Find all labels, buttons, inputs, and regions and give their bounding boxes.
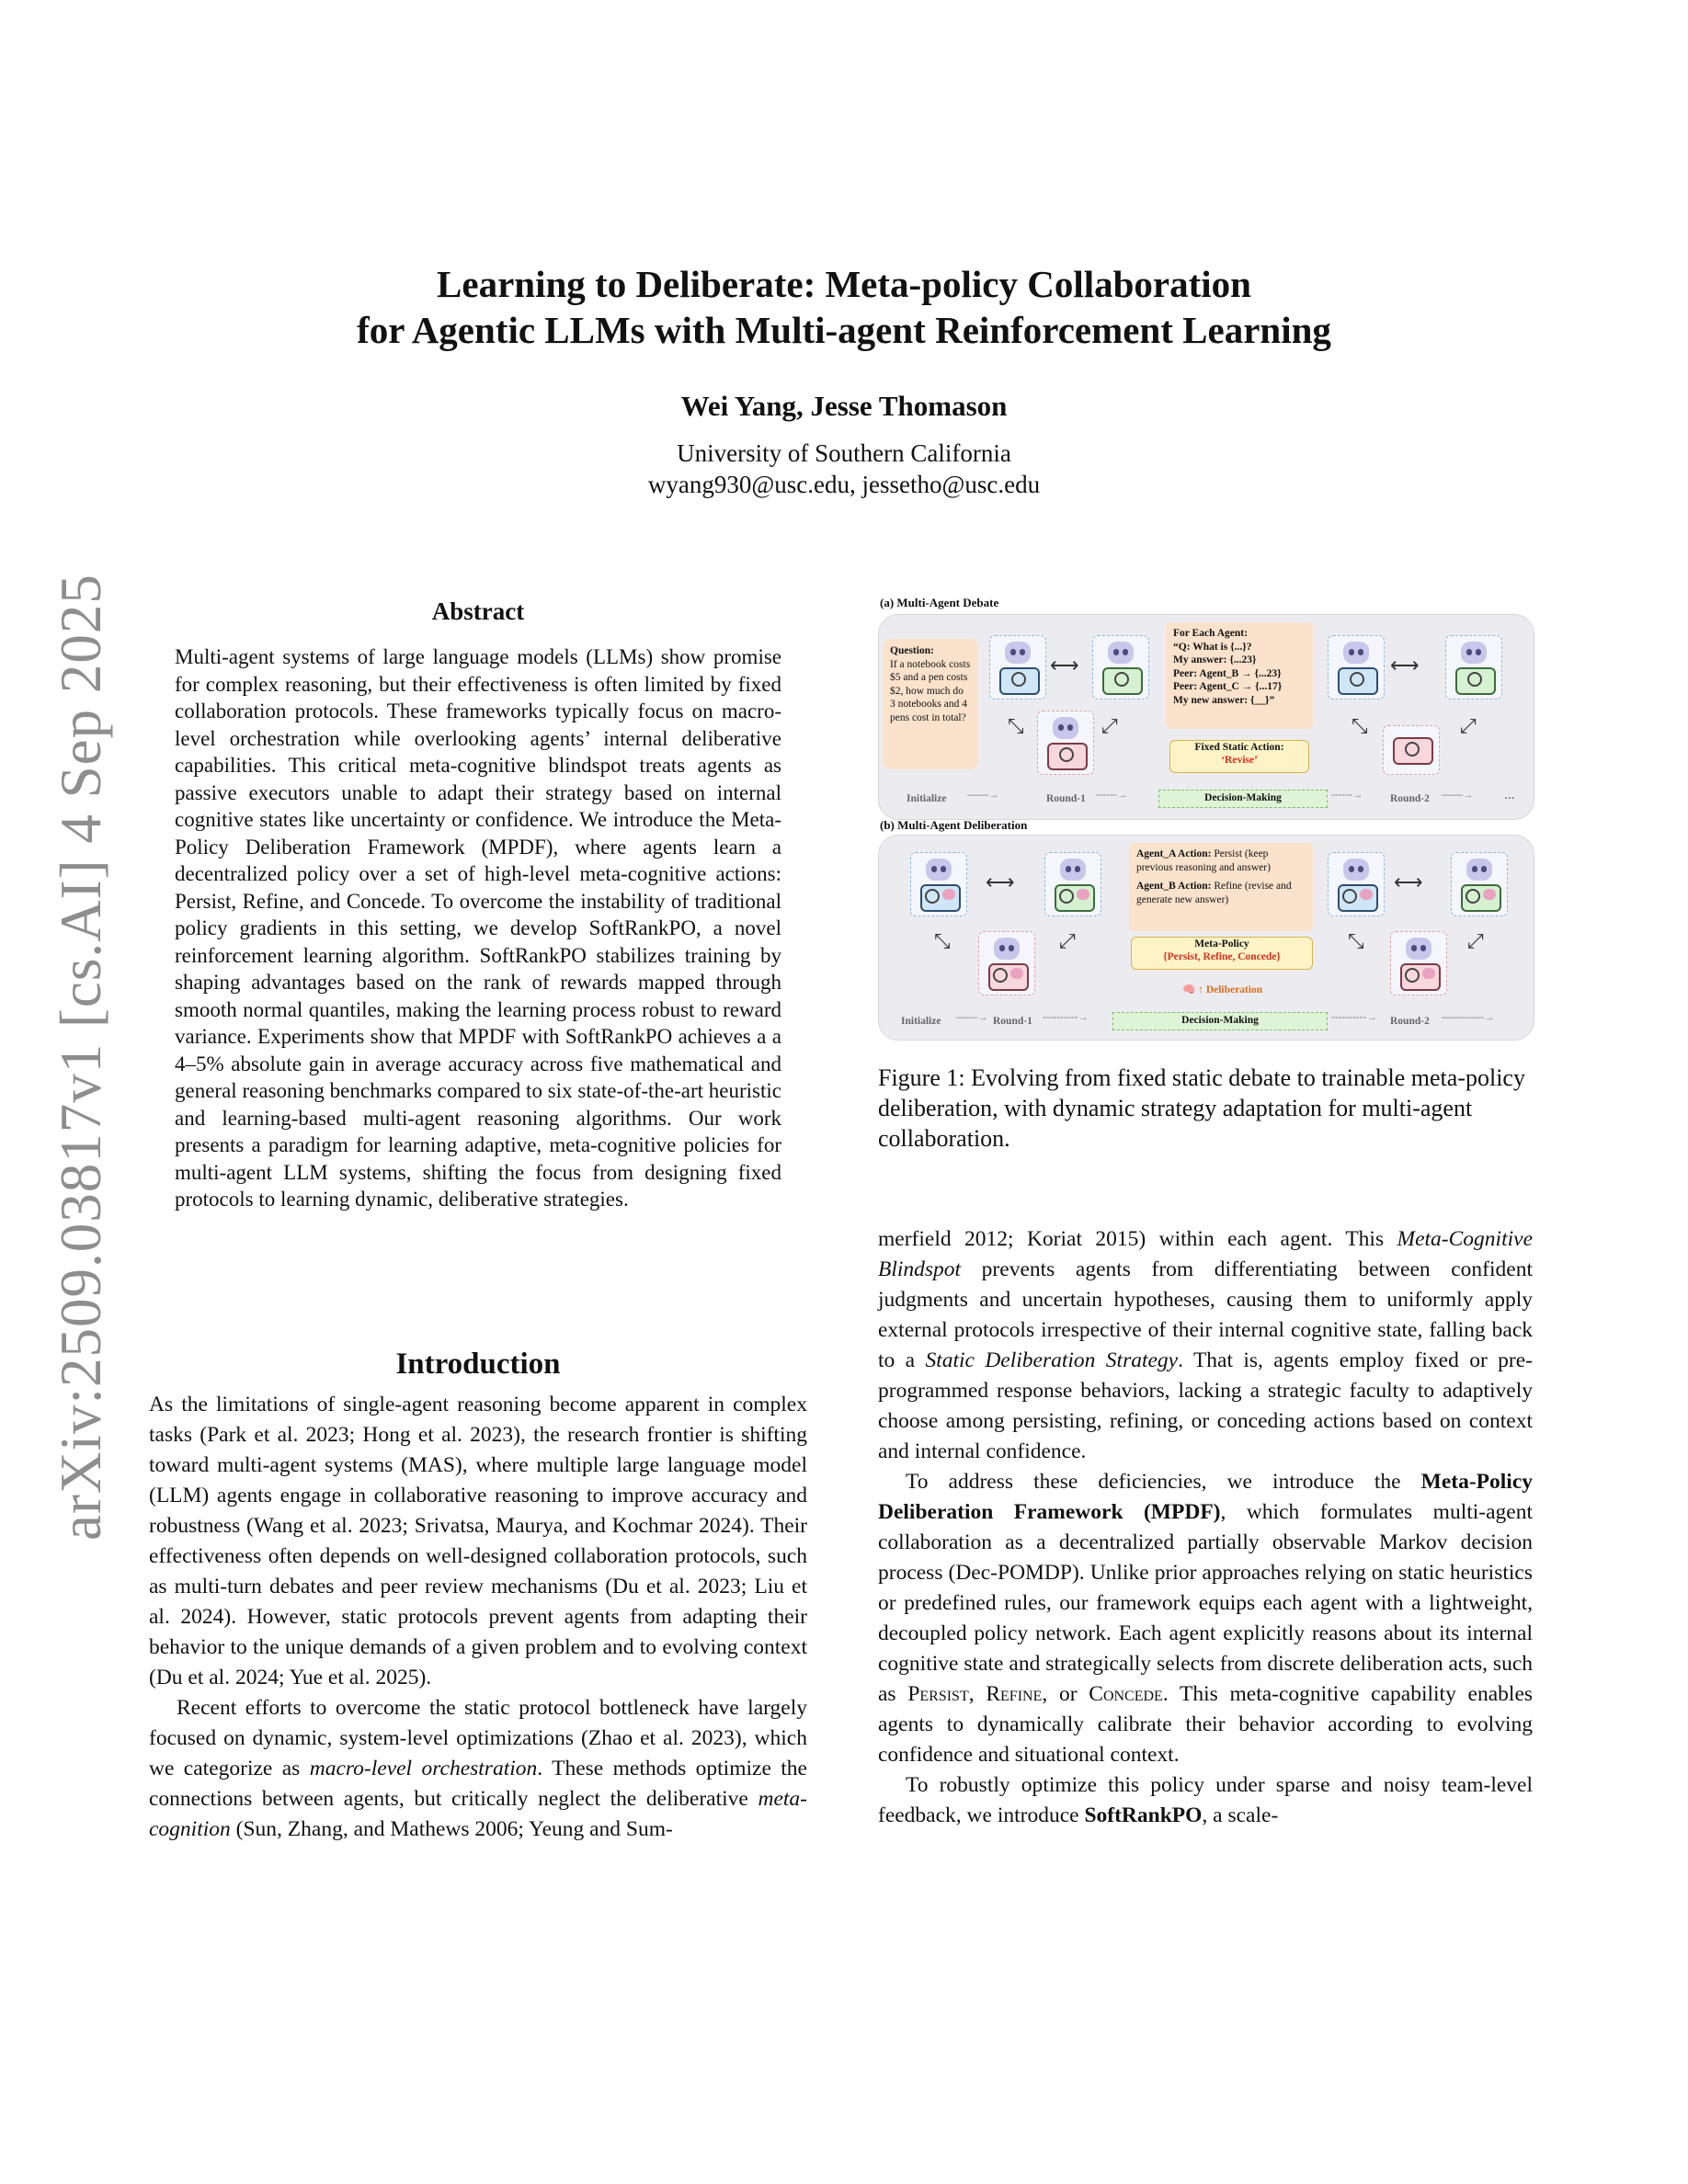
openai-icon xyxy=(1467,672,1482,687)
agent-b-label: Agent_B Action: xyxy=(1136,881,1212,892)
agent-a-action xyxy=(1136,847,1306,874)
robot-agent-icon xyxy=(978,931,1035,995)
abstract-heading: Abstract xyxy=(431,597,525,625)
brain-icon xyxy=(1010,968,1023,979)
decision-making-box: Decision-Making xyxy=(1158,790,1328,808)
right-p2-text-d: . This meta-cognitive capability enables agents to dynamically calibrate their behavior according to evolving confidence and situational context. xyxy=(878,1682,1534,1767)
right-paragraph-1 xyxy=(878,1224,1533,1467)
prompt-line: “Q: What is {...}? xyxy=(1173,641,1252,653)
robot-agent-icon xyxy=(1445,635,1502,700)
bidirectional-arrow-icon: ⟷ xyxy=(1394,870,1423,893)
openai-icon xyxy=(993,968,1008,983)
right-column-body xyxy=(878,1224,1533,1831)
openai-icon xyxy=(1405,968,1420,983)
diagonal-arrow-icon: ⤡ xyxy=(1352,714,1368,737)
meta-policy-box xyxy=(1131,937,1313,970)
robot-agent-icon xyxy=(910,852,967,916)
robot-agent-icon xyxy=(1037,711,1094,775)
emails: wyang930@usc.edu, jessetho@usc.edu xyxy=(647,471,1041,498)
flow-round-2: Round-2 xyxy=(1390,1016,1430,1027)
fixed-action-value: ‘Revise’ xyxy=(1221,755,1258,766)
bidirectional-arrow-icon: ⟷ xyxy=(1050,654,1079,677)
prompt-line: Peer: Agent_B → {...23} xyxy=(1173,667,1282,679)
deliberation-text: Deliberation xyxy=(1205,984,1263,995)
agent-b-action xyxy=(1136,880,1306,906)
openai-icon xyxy=(1059,889,1074,904)
question-heading: Question: xyxy=(890,645,934,656)
meta-policy-label: Meta-Policy xyxy=(1194,938,1249,950)
diagonal-arrow-icon: ⤢ xyxy=(1101,714,1118,737)
robot-agent-icon xyxy=(1328,852,1385,916)
caption-text: Figure 1: Evolving from fixed static debate to trainable meta-policy deliberation, with dynamic strategy adaptation for multi-agent collaboration. xyxy=(878,1064,1525,1152)
brain-icon xyxy=(1077,889,1089,900)
brain-icon xyxy=(1360,889,1373,900)
action-persist: Persist xyxy=(907,1682,969,1706)
bidirectional-arrow-icon: ⟷ xyxy=(1390,654,1420,677)
action-concede: Concede xyxy=(1089,1682,1163,1706)
openai-icon xyxy=(1342,889,1357,904)
right-p1-emph-blindspot: Meta-Cognitive Blindspot xyxy=(878,1227,1533,1281)
figure-1 xyxy=(878,596,1533,1041)
right-p2-bold-mpdf: Meta-Policy Deliberation Framework (MPDF) xyxy=(878,1470,1533,1524)
intro-paragraph-1: As the limitations of single-agent reasoning become apparent in complex tasks (Park et al. 2023; Hong et al. 2023), the research frontier is shifting toward multi-agent systems (MAS), where multiple large language model (LLM) agents engage in collaborative reasoning to improve accuracy and robustness (Wang et al. 2023; Srivatsa, Maurya, and Kochmar 2024). Their effectiveness often depends on well-designed collaboration protocols, such as multi-turn debates and peer review mechanisms (Du et al. 2023; Liu et al. 2024). However, static protocols prevent agents from adapting their behavior to the unique demands of a given problem and to evolving context (Du et al. 2024; Yue et al. 2025). xyxy=(149,1393,807,1689)
agent-b-text: Refine (revise and generate new answer) xyxy=(1136,881,1292,905)
diagonal-arrow-icon: ⤡ xyxy=(1348,929,1364,952)
right-p3-text-c: , a scale- xyxy=(1202,1803,1279,1827)
arxiv-identifier: arXiv:2509.03817v1 [cs.AI] 4 Sep 2025 xyxy=(49,574,113,1541)
flow-arrow-icon: ——→ xyxy=(956,1012,988,1023)
prompt-line: My new answer: {__}” xyxy=(1173,694,1275,706)
diagonal-arrow-icon: ⤢ xyxy=(1460,714,1477,737)
flow-initialize: Initialize xyxy=(901,1016,941,1027)
flow-arrow-icon: ——→ xyxy=(1442,790,1474,801)
robot-agent-icon xyxy=(1044,852,1101,916)
flow-arrow-icon: ------→ xyxy=(1096,790,1128,801)
diagonal-arrow-icon: ⤡ xyxy=(1008,714,1024,737)
diagonal-arrow-icon: ⤢ xyxy=(1467,929,1484,952)
right-p1-text-c: prevents agents from differentiating between confident judgments and uncertain hypotheses, causing them to uniformly apply external protocols irrespective of their internal cognitive state, falling back to a xyxy=(878,1257,1533,1372)
fixed-action-label: Fixed Static Action: xyxy=(1194,742,1284,753)
flow-arrow-icon: ----------→ xyxy=(1043,1012,1089,1023)
flow-round-1: Round-1 xyxy=(993,1016,1032,1027)
brain-icon xyxy=(1422,968,1435,979)
fixed-static-action-box xyxy=(1169,740,1309,773)
right-p3-bold-softrankpo: SoftRankPO xyxy=(1084,1803,1203,1827)
flow-arrow-icon: ————→ xyxy=(1442,1012,1495,1023)
right-p2-sep-1: , xyxy=(968,1682,987,1706)
authors: Wei Yang, Jesse Thomason xyxy=(680,390,1008,422)
diagonal-arrow-icon: ⤡ xyxy=(934,929,951,952)
robot-agent-icon xyxy=(1390,931,1447,995)
robot-agent-icon xyxy=(1451,852,1508,916)
panel-b-deliberation xyxy=(878,835,1534,1041)
flow-ellipsis: ··· xyxy=(1504,793,1515,804)
robot-agent-icon xyxy=(1092,635,1149,700)
introduction-body xyxy=(149,1390,807,1845)
meta-policy-options: {Persist, Refine, Concede} xyxy=(1163,951,1281,962)
flow-initialize: Initialize xyxy=(907,793,947,804)
decision-making-box: Decision-Making xyxy=(1112,1012,1328,1030)
paper-title xyxy=(0,261,1688,353)
panel-b-label: (b) Multi-Agent Deliberation xyxy=(880,818,1028,832)
openai-icon xyxy=(1405,742,1420,756)
question-text: If a notebook costs $5 and a pen costs $2, how much do 3 notebooks and 4 pens cost in total? xyxy=(890,658,971,723)
agent-a-label: Agent_A Action: xyxy=(1136,848,1212,859)
agent-actions-box xyxy=(1129,843,1313,931)
intro-p2-text-c: . These methods optimize the connections between agents, but critically neglect the deliberative xyxy=(149,1757,807,1811)
right-paragraph-3 xyxy=(878,1770,1533,1831)
openai-icon xyxy=(1059,747,1074,762)
title-line-1: Learning to Deliberate: Meta-policy Collaboration xyxy=(437,263,1251,305)
action-refine: Refine xyxy=(986,1682,1043,1706)
flow-arrow-icon: ----------→ xyxy=(1331,1012,1377,1023)
bidirectional-arrow-icon: ⟷ xyxy=(986,870,1015,893)
affiliation-block xyxy=(0,438,1688,500)
right-p1-emph-static: Static Deliberation Strategy xyxy=(925,1348,1179,1372)
title-line-2: for Agentic LLMs with Multi-agent Reinforcement Learning xyxy=(357,309,1331,351)
robot-agent-icon xyxy=(989,635,1046,700)
robot-agent-icon xyxy=(1383,725,1440,775)
flow-round-1: Round-1 xyxy=(1046,793,1086,804)
openai-icon xyxy=(925,889,940,904)
right-p1-text-a: merfield 2012; Koriat 2015) within each agent. This xyxy=(878,1227,1397,1251)
intro-paragraph-2 xyxy=(149,1693,807,1845)
brain-icon xyxy=(1483,889,1496,900)
abstract-body xyxy=(175,643,781,1213)
prompt-line: My answer: {...23} xyxy=(1173,654,1257,665)
intro-p2-emph-macro: macro-level orchestration xyxy=(309,1757,538,1780)
agent-a-text: Persist (keep previous reasoning and answer) xyxy=(1136,848,1271,873)
flow-arrow-icon: ——→ xyxy=(967,790,999,801)
intro-p2-emph-metacognition: meta-cognition xyxy=(149,1787,807,1841)
flow-arrow-icon: ------→ xyxy=(1331,790,1363,801)
diagonal-arrow-icon: ⤢ xyxy=(1059,929,1076,952)
question-box xyxy=(883,639,978,769)
panel-a-label: (a) Multi-Agent Debate xyxy=(880,596,999,609)
intro-p2-text-e: (Sun, Zhang, and Mathews 2006; Yeung and Sum- xyxy=(230,1817,673,1841)
right-paragraph-2 xyxy=(878,1467,1533,1770)
openai-icon xyxy=(1350,672,1364,687)
panel-a-debate xyxy=(878,614,1534,820)
prompt-line: Peer: Agent_C → {...17} xyxy=(1173,681,1283,692)
openai-icon xyxy=(1466,889,1480,904)
deliberation-label: 🧠 ↑ Deliberation xyxy=(1182,984,1263,995)
introduction-heading: Introduction xyxy=(395,1348,561,1381)
figure-1-caption xyxy=(878,1063,1533,1154)
right-p2-text-a: To address these deficiencies, we introduce the xyxy=(906,1470,1421,1494)
prompt-line: For Each Agent: xyxy=(1173,628,1248,639)
intro-p2-text-a: Recent efforts to overcome the static protocol bottleneck have largely focused on dynamic, system-level optimizations (Zhao et al. 2023), which we categorize as xyxy=(149,1696,807,1780)
each-agent-prompt-box xyxy=(1166,622,1313,729)
right-p1-text-e: . That is, agents employ fixed or pre-programmed response behaviors, lacking a strategic faculty to adaptively choose among persisting, refining, or conceding actions based on context and internal confidence. xyxy=(878,1348,1533,1463)
right-p3-text-a: To robustly optimize this policy under sparse and noisy team-level feedback, we introduce xyxy=(878,1773,1533,1827)
right-p2-text-c: , which formulates multi-agent collaboration as a decentralized partially observable Markov decision process (Dec-POMDP). Unlike prior approaches relying on static heuristics or predefined rules, our framework equips each agent with a lightweight, decoupled policy network. Each agent explicitly reasons about its internal cognitive state and strategically selects from discrete deliberation acts, such as xyxy=(878,1500,1533,1706)
abstract-text: Multi-agent systems of large language models (LLMs) show promise for complex reasoning, but their effectiveness is often limited by fixed collaboration protocols. These frameworks typically focus on macro-level orchestration while overlooking agents’ internal deliberative capabilities. This critical meta-cognitive blindspot treats agents as passive executors unable to adapt their strategy based on internal cognitive states like uncertainty or confidence. We introduce the Meta-Policy Deliberation Framework (MPDF), where agents learn a decentralized policy over a set of high-level meta-cognitive actions: Persist, Refine, and Concede. To overcome the instability of traditional policy gradients in this setting, we develop SoftRankPO, a novel reinforcement learning algorithm. SoftRankPO stabilizes training by shaping advantages based on the rank of rewards mapped through smooth normal quantiles, making the learning process robust to reward variance. Experiments show that MPDF with SoftRankPO achieves a a 4–5% absolute gain in average accuracy across five mathematical and general reasoning benchmarks compared to six state-of-the-art heuristic and learning-based multi-agent reasoning algorithms. Our work presents a paradigm for learning adaptive, meta-cognitive policies for multi-agent LLM systems, shifting the focus from designing fixed protocols to learning dynamic, deliberative strategies. xyxy=(175,645,781,1211)
right-p2-sep-2: , or xyxy=(1042,1682,1089,1706)
openai-icon xyxy=(1114,672,1129,687)
flow-round-2: Round-2 xyxy=(1390,793,1430,804)
openai-icon xyxy=(1011,672,1026,687)
brain-icon xyxy=(942,889,955,900)
robot-agent-icon xyxy=(1328,635,1385,700)
affiliation: University of Southern California xyxy=(677,439,1011,467)
